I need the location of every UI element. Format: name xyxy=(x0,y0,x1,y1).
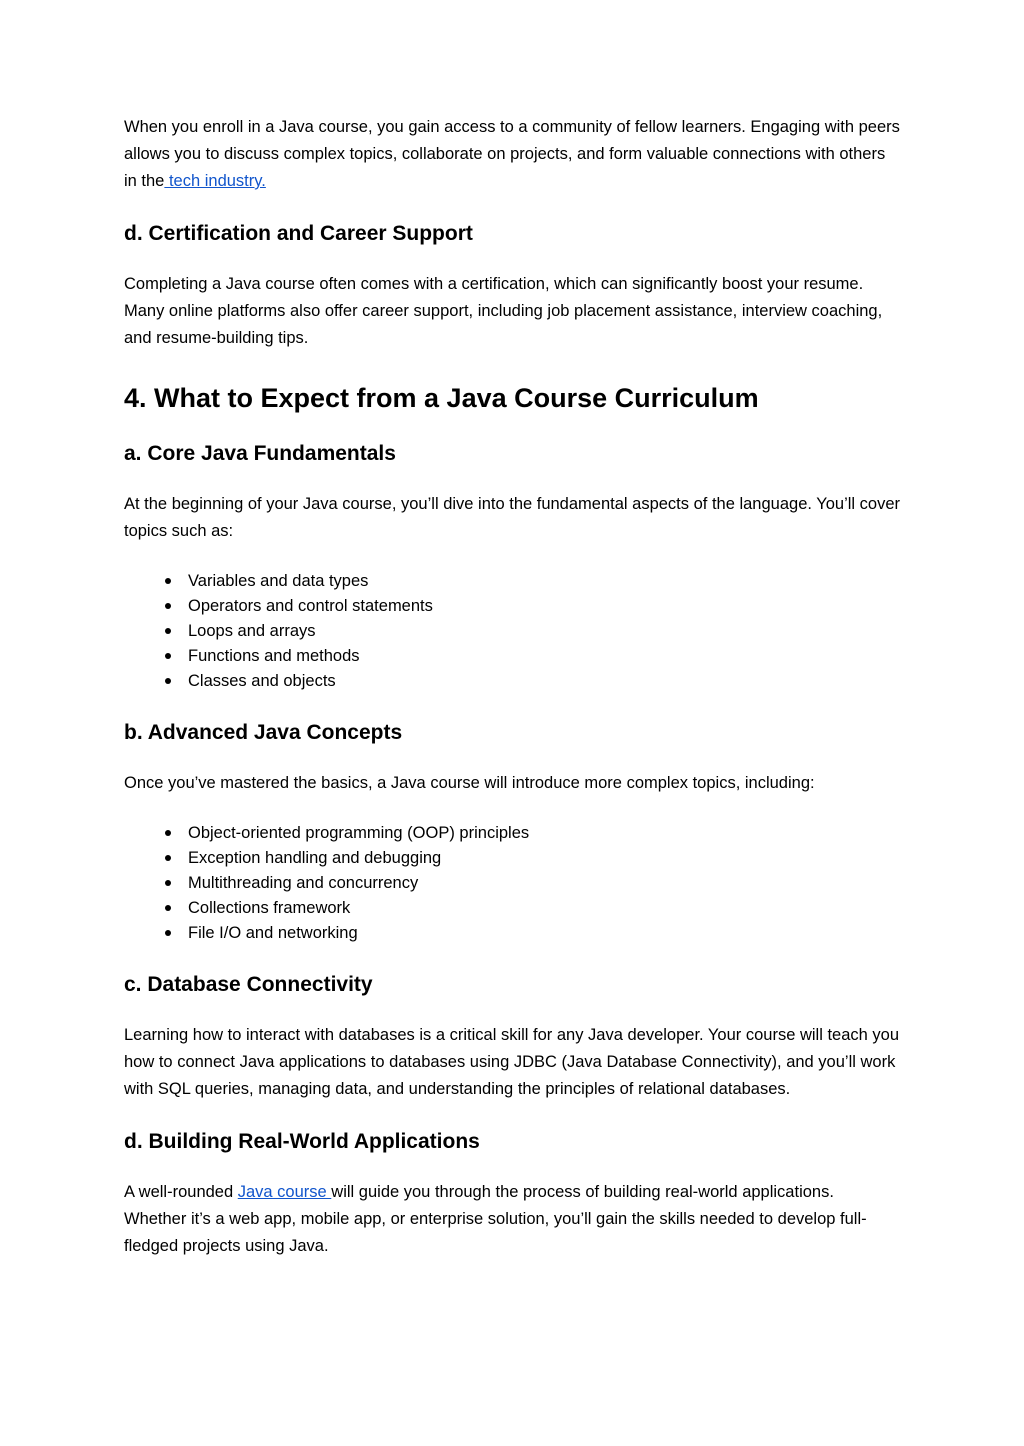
advanced-paragraph: Once you’ve mastered the basics, a Java course will introduce more complex topics, including: xyxy=(124,774,815,792)
advanced-list xyxy=(124,821,900,946)
list-item: Variables and data types xyxy=(124,569,900,594)
applications-paragraph xyxy=(124,1179,900,1260)
certification-paragraph: Completing a Java course often comes with a certification, which can significantly boost your resume. Many online platforms also offer career support, including job placement assistance, interview coaching, and resume-building tips. xyxy=(124,275,883,347)
list-item: Classes and objects xyxy=(124,669,900,694)
fundamentals-list xyxy=(124,569,900,694)
list-item: Functions and methods xyxy=(124,644,900,669)
database-paragraph: Learning how to interact with databases is a critical skill for any Java developer. Your course will teach you how to connect Java applications to databases using JDBC (Java Database Connectivity), and you’ll work with SQL queries, managing data, and understanding the principles of relational databases. xyxy=(124,1026,900,1098)
heading-building-real-world-applications: d. Building Real-World Applications xyxy=(124,1130,480,1153)
list-item: Operators and control statements xyxy=(124,594,900,619)
heading-core-java-fundamentals: a. Core Java Fundamentals xyxy=(124,442,396,465)
heading-java-course-curriculum: 4. What to Expect from a Java Course Curriculum xyxy=(124,383,759,413)
heading-certification-career-support: d. Certification and Career Support xyxy=(124,222,473,245)
tech-industry-link[interactable]: tech industry. xyxy=(164,172,266,190)
intro-paragraph xyxy=(124,114,900,195)
list-item: File I/O and networking xyxy=(124,921,900,946)
java-course-link[interactable]: Java course xyxy=(237,1183,332,1201)
list-item: Multithreading and concurrency xyxy=(124,871,900,896)
list-item: Exception handling and debugging xyxy=(124,846,900,871)
list-item: Object-oriented programming (OOP) principles xyxy=(124,821,900,846)
list-item: Loops and arrays xyxy=(124,619,900,644)
heading-advanced-java-concepts: b. Advanced Java Concepts xyxy=(124,721,403,744)
applications-paragraph-text-after: will guide you through the process of building real-world applications. Whether it’s a web app, mobile app, or enterprise solution, you’ll gain the skills needed to develop full-fledged projects using Java. xyxy=(124,1183,867,1255)
fundamentals-paragraph: At the beginning of your Java course, you’ll dive into the fundamental aspects of the language. You’ll cover topics such as: xyxy=(124,495,901,540)
heading-database-connectivity: c. Database Connectivity xyxy=(124,973,373,996)
applications-paragraph-text-before: A well-rounded xyxy=(124,1183,238,1201)
intro-paragraph-text: When you enroll in a Java course, you gain access to a community of fellow learners. Engaging with peers allows you to discuss complex topics, collaborate on projects, and form valuable connections with others in the xyxy=(124,118,900,190)
list-item: Collections framework xyxy=(124,896,900,921)
